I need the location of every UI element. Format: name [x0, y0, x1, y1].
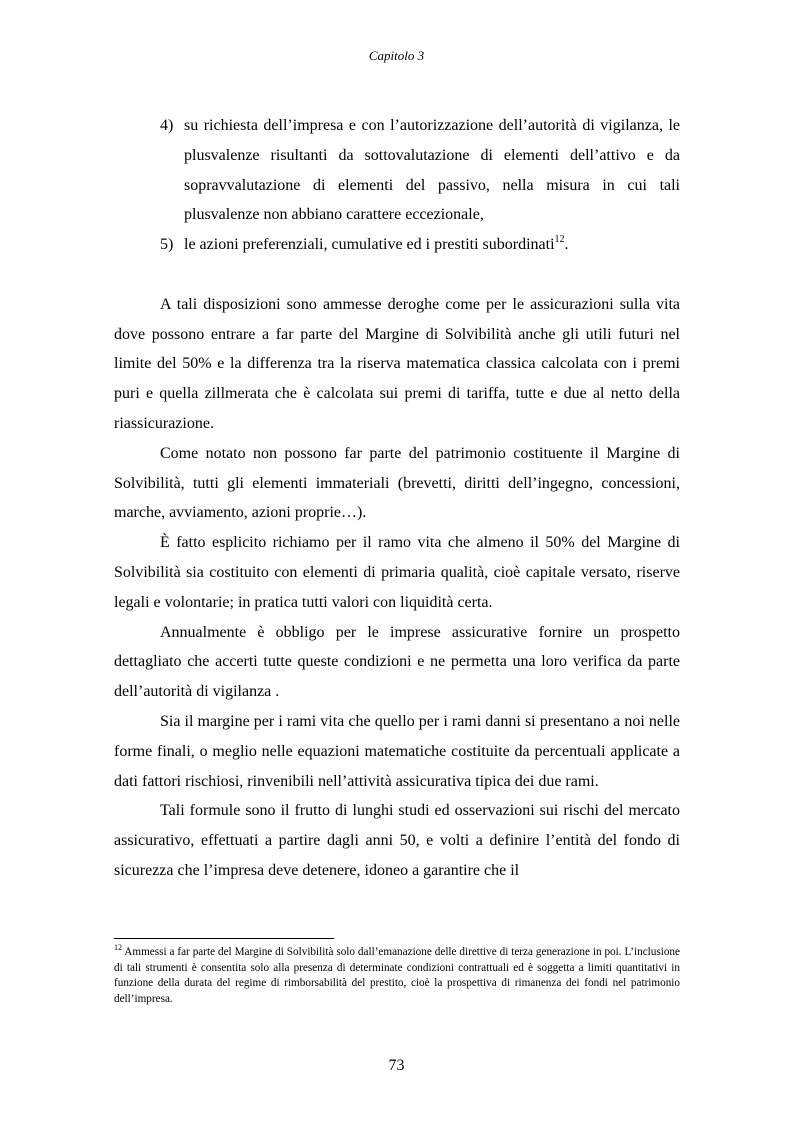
footnote-divider	[114, 938, 334, 939]
list-item	[114, 111, 680, 230]
paragraph: È fatto esplicito richiamo per il ramo vita che almeno il 50% del Margine di Solvibilità sia costituito con elementi di primaria qualità, cioè capitale versato, riserve legali e volontarie; in pratica tutti valori con liquidità certa.	[114, 534, 680, 611]
running-header: Capitolo 3	[368, 48, 425, 63]
paragraph: A tali disposizioni sono ammesse deroghe come per le assicurazioni sulla vita dove possono entrare a far parte del Margine di Solvibilità anche gli utili futuri nel limite del 50% e la differenza tra la riserva matematica classica calcolata con i premi puri e quella zillmerata che è calcolata sui premi di tariffa, tutte e due al netto della riassicurazione.	[114, 295, 680, 432]
list-item-text: su richiesta dell’impresa e con l’autorizzazione dell’autorità di vigilanza, le plusvalenze risultanti da sottovalutazione di elementi dell’attivo e da sopravvalutazione di elementi del passivo, nella misura in cui tali plusvalenze non abbiano carattere eccezionale,	[184, 117, 680, 224]
paragraph: Come notato non possono far parte del patrimonio costituente il Margine di Solvibilità, tutti gli elementi immateriali (brevetti, diritti dell’ingegno, concessioni, marche, avviamento, azioni proprie…).	[114, 444, 680, 522]
list-item	[114, 230, 680, 260]
list-item-number: 5)	[160, 236, 174, 254]
footnote-text: Ammessi a far parte del Margine di Solvibilità solo dall’emanazione delle direttive di terza generazione in poi. L’inclusione di tali strumenti è consentita solo alla presenza di determinate condizioni contrattuali ed è soggetta a limiti quantitativi in funzione della durata del regime di rimborsabilità del prestito, cioè la prospettiva di rimanenza dei fondi nel patrimonio dell’impresa.	[114, 946, 680, 1006]
paragraph: Tali formule sono il frutto di lunghi studi ed osservazioni sui rischi del mercato assicurativo, effettuati a partire dagli anni 50, e volti a definire l’entità del fondo di sicurezza che l’impresa deve detenere, idoneo a garantire che il	[114, 802, 680, 879]
footnote	[114, 945, 680, 1008]
list-item-text	[184, 230, 680, 260]
page-number: 73	[388, 1057, 405, 1074]
paragraph: Sia il margine per i rami vita che quello per i rami danni si presentano a noi nelle forme finali, o meglio nelle equazioni matematiche costituite da percentuali applicate a dati fattori rischiosi, rinvenibili nell’attività assicurativa tipica dei due rami.	[114, 712, 680, 790]
list-item-number: 4)	[160, 117, 174, 134]
list-item-text-tail: .	[564, 236, 569, 254]
footnote-reference: 12	[554, 234, 565, 246]
footnote-mark: 12	[114, 943, 122, 952]
enumerated-list	[114, 111, 680, 260]
paragraph: Annualmente è obbligo per le imprese assicurative fornire un prospetto dettagliato che accerti tutte queste condizioni e ne permetta una loro verifica da parte dell’autorità di vigilanza .	[114, 623, 680, 701]
list-item-text-main: le azioni preferenziali, cumulative ed i prestiti subordinati	[184, 236, 555, 254]
body-text	[114, 111, 680, 886]
